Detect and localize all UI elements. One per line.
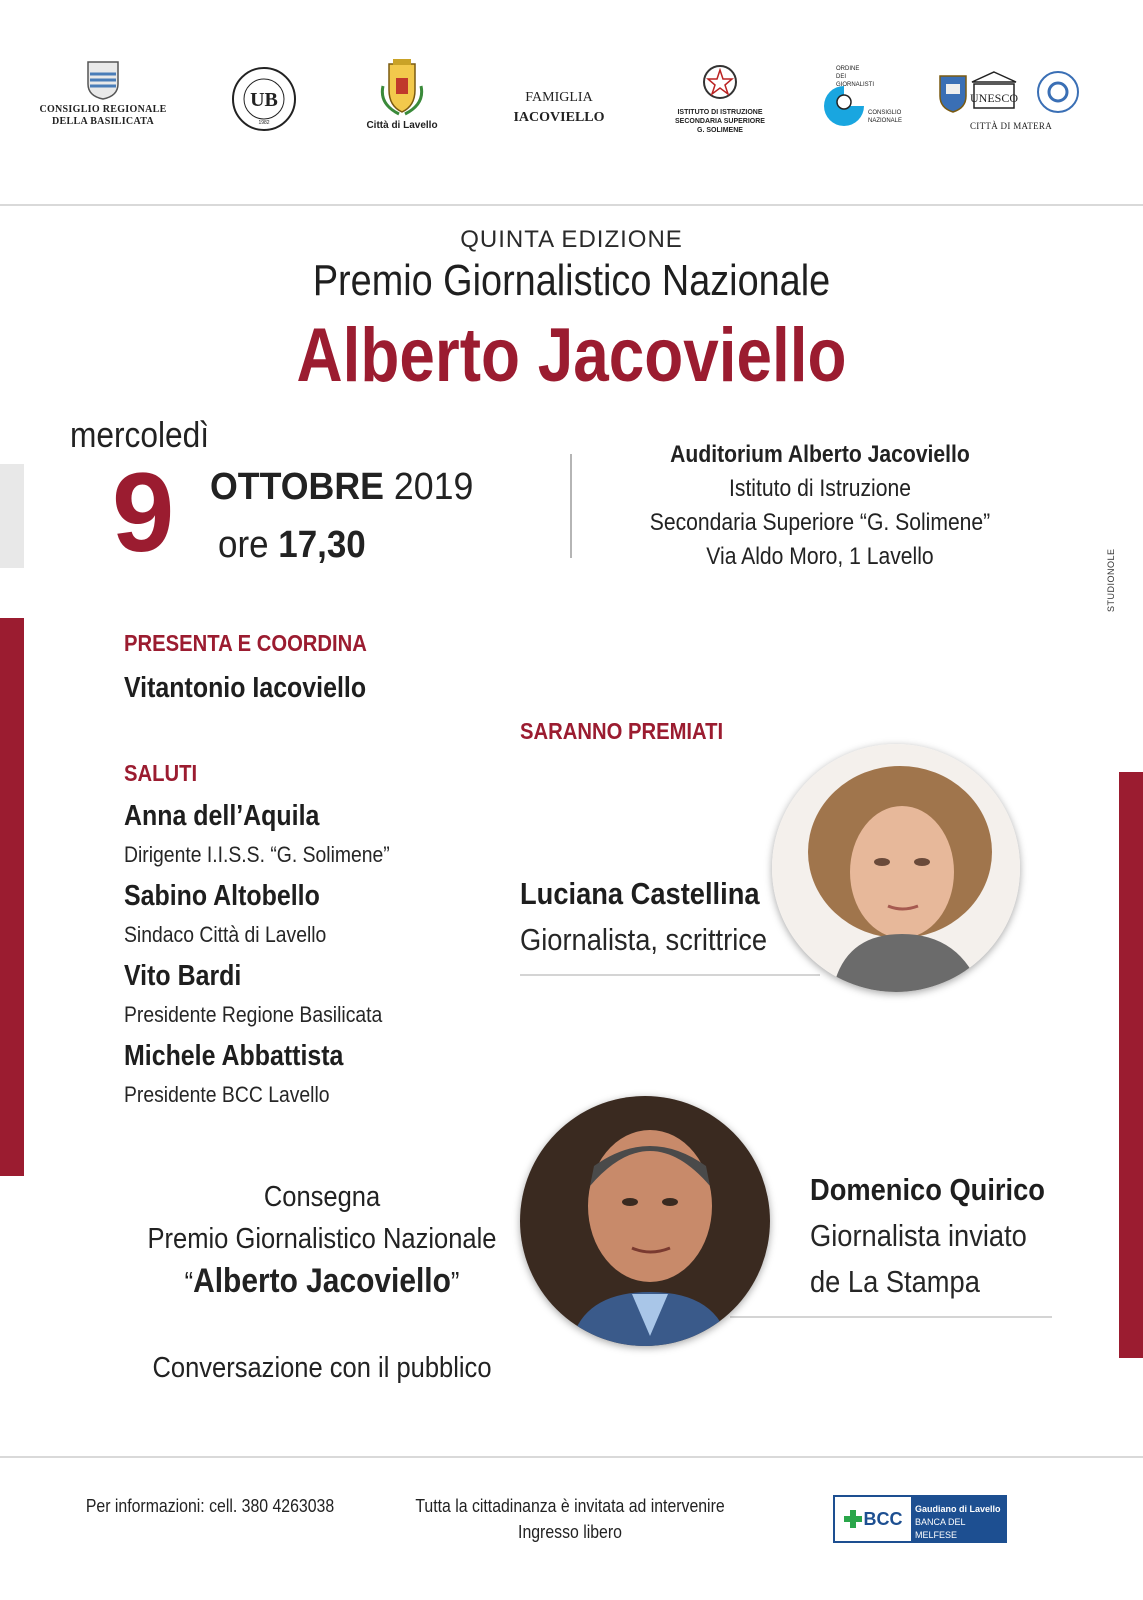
event-month: OTTOBRE (210, 466, 384, 508)
bcc-bank: BANCA DEL MELFESE (915, 1517, 966, 1540)
greeting-role: Presidente BCC Lavello (124, 1082, 330, 1107)
svg-text:UNESCO: UNESCO (969, 91, 1019, 105)
winner-2-role-line-1: Giornalista inviato (810, 1218, 1027, 1253)
winner-1-name: Luciana Castellina (520, 876, 760, 911)
ceremony-line-1: Consegna (263, 1181, 381, 1213)
right-red-bar (1119, 772, 1143, 1358)
footer-divider (0, 1456, 1143, 1458)
left-grey-accent (0, 464, 24, 568)
event-time (218, 524, 366, 567)
winner-2-underline (730, 1316, 1052, 1318)
matera-unesco-icon (936, 70, 1086, 116)
left-red-bar (0, 618, 24, 1176)
event-year: 2019 (393, 466, 474, 508)
portrait-woman-icon (772, 744, 1020, 992)
conversation-line: Conversazione con il pubblico (152, 1352, 492, 1384)
greetings-label: SALUTI (124, 760, 198, 786)
greeting-role: Dirigente I.I.S.S. “G. Solimene” (124, 842, 390, 867)
entry-text: Ingresso libero (518, 1522, 622, 1542)
venue-title: Auditorium Alberto Jacoviello (670, 441, 970, 468)
logo-citta-di-lavello: Città di Lavello (362, 58, 442, 132)
logo-universita-basilicata (228, 66, 300, 136)
svg-text:1982: 1982 (258, 120, 270, 126)
ceremony-line-3: “Alberto Jacoviello” (184, 1262, 460, 1300)
honoree-name: Alberto Jacoviello (296, 313, 847, 398)
header-divider (0, 204, 1143, 206)
venue-line-2: Secondaria Superiore “G. Solimene” (649, 509, 991, 536)
winner-2-role-line-2: de La Stampa (810, 1264, 980, 1299)
bcc-label: BCC (863, 1508, 903, 1529)
event-time-prefix: ore (218, 524, 269, 566)
winner-1-role: Giornalista, scrittrice (520, 922, 768, 957)
greeting-role: Sindaco Città di Lavello (124, 922, 327, 947)
bcc-branch: Gaudiano di Lavello (915, 1504, 1001, 1514)
greeting-role: Presidente Regione Basilicata (124, 1002, 383, 1027)
logo-citta-di-matera: UNESCO CITTÀ DI MATERA (936, 70, 1086, 132)
award-title: Premio Giornalistico Nazionale (312, 256, 831, 305)
greeting-name: Sabino Altobello (124, 880, 320, 912)
university-seal-icon (231, 66, 297, 132)
invite-text: Tutta la cittadinanza è invitata ad intervenire (415, 1496, 725, 1516)
italian-emblem-icon (700, 62, 740, 104)
date-venue-divider (570, 454, 572, 558)
bcc-sub: CREDITO COOPERATIVO (915, 1545, 988, 1551)
winner-1-photo (772, 744, 1020, 992)
ceremony-honoree: Alberto Jacoviello (193, 1262, 451, 1300)
sponsor-bcc-logo (833, 1495, 1007, 1551)
lavello-crest-icon (377, 58, 427, 118)
presenter-label: PRESENTA E COORDINA (124, 630, 367, 656)
ceremony-line-2: Premio Giornalistico Nazionale (147, 1223, 497, 1255)
ordine-circle-icon (822, 84, 866, 128)
basilicata-crest-icon (86, 60, 120, 100)
event-time-value: 17,30 (278, 524, 366, 566)
bcc-cross-icon (844, 1510, 862, 1528)
ceremony-block (112, 1176, 532, 1304)
venue-block (600, 438, 1040, 574)
winner-2-photo (520, 1096, 770, 1346)
edition-label: QUINTA EDIZIONE (460, 226, 683, 253)
logo-famiglia-iacoviello: FAMIGLIA IACOVIELLO (513, 90, 605, 125)
presenter-name: Vitantonio Iacoviello (124, 672, 367, 704)
venue-address: Via Aldo Moro, 1 Lavello (706, 543, 934, 570)
svg-text:UB: UB (250, 89, 278, 111)
info-phone: Per informazioni: cell. 380 4263038 (85, 1496, 335, 1516)
event-weekday: mercoledì (70, 414, 210, 455)
portrait-man-icon (520, 1096, 770, 1346)
awards-label: SARANNO PREMIATI (520, 718, 724, 744)
venue-line-1: Istituto di Istruzione (729, 475, 911, 502)
event-month-year (210, 466, 473, 509)
greeting-name: Vito Bardi (124, 960, 242, 992)
logo-consiglio-regionale: CONSIGLIO REGIONALE DELLA BASILICATA (38, 56, 168, 128)
logo-istituto-solimene: ISTITUTO DI ISTRUZIONE SECONDARIA SUPERIORE G. SOLIMENE (660, 62, 780, 135)
greeting-name: Anna dell’Aquila (124, 800, 320, 832)
winner-2-name: Domenico Quirico (810, 1172, 1045, 1207)
event-day: 9 (112, 450, 175, 575)
studio-credit: STUDIONOLE (1106, 548, 1116, 612)
winner-1-underline (520, 974, 820, 976)
greeting-name: Michele Abbattista (124, 1040, 344, 1072)
